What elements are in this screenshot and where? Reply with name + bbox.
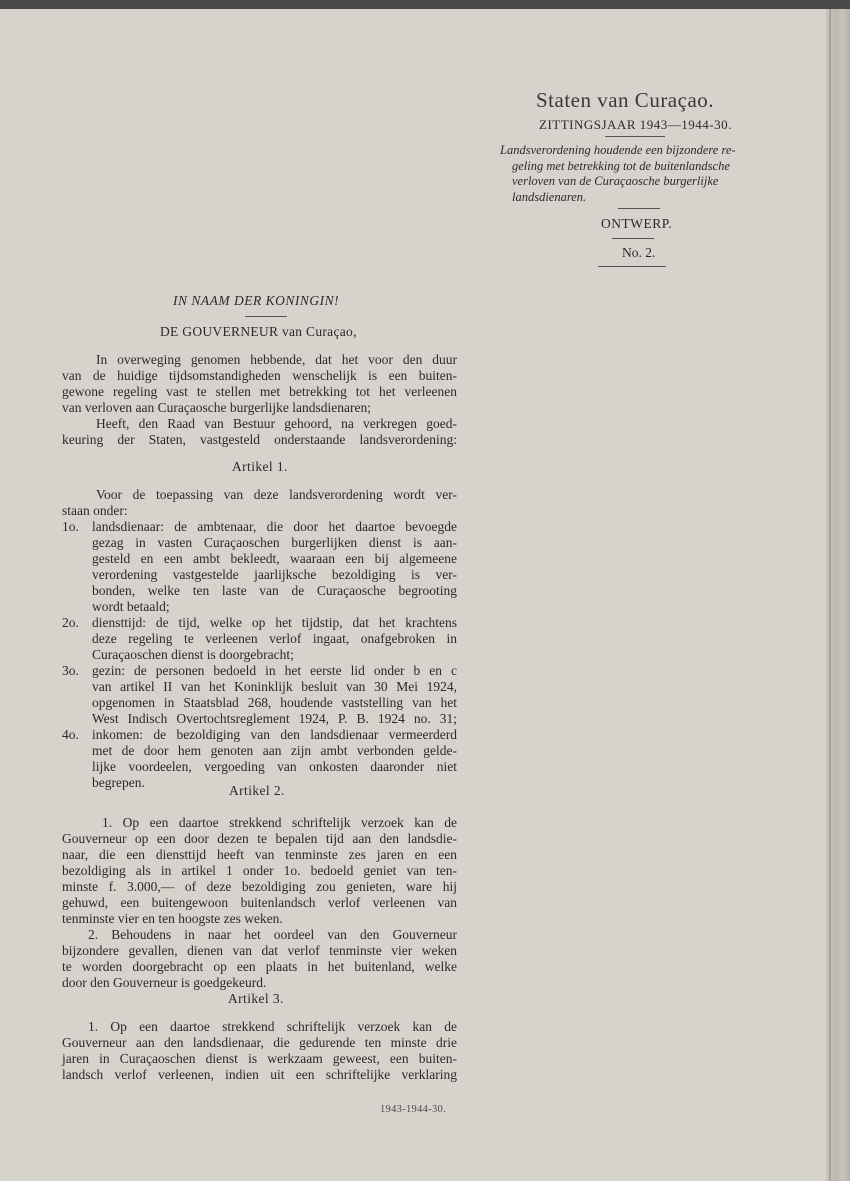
item-number: 3o. [62, 663, 79, 678]
article-heading: Artikel 3. [228, 991, 284, 1006]
article-text-line: gehuwd, een buitengewoon buitenlandsch verlof verleenen van [62, 895, 457, 910]
definition-line: deze regeling te verleenen verlof ingaat, onafgebroken in [92, 631, 457, 646]
description-line: landsdienaren. [512, 189, 587, 204]
article-intro-line: staan onder: [62, 503, 128, 518]
definition-line: begrepen. [92, 775, 145, 790]
article-text-line: Gouverneur aan den landsdienaar, die gedurende ten minste drie [62, 1035, 457, 1050]
item-number: 1o. [62, 519, 79, 534]
article-text-line: minste f. 3.000,— of deze bezoldiging zou genieten, ware hij [62, 879, 457, 894]
description-line: geling met betrekking tot de buitenlandsche [512, 158, 730, 173]
description-line: Landsverordening houdende een bijzondere re- [500, 143, 736, 157]
definition-line: van artikel II van het Koninklijk besluit van 30 Mei 1924, [92, 679, 457, 694]
article-text-line: tenminste vier en ten hoogste zes weken. [62, 911, 283, 926]
definition-line: inkomen: de bezoldiging van den landsdienaar vermeerderd [92, 727, 457, 742]
preamble-line: van verloven aan Curaçaosche burgerlijke landsdienaren; [62, 400, 371, 415]
definition-line: opgenomen in Staatsblad 268, houdende vaststelling van het [92, 695, 457, 710]
document-title: Staten van Curaçao. [536, 88, 715, 112]
definition-line: diensttijd: de tijd, welke op het tijdstip, dat het krachtens [92, 615, 457, 630]
session-year: ZITTINGSJAAR 1943—1944-30. [539, 117, 732, 132]
preamble-line: In overweging genomen hebbende, dat het voor den duur [96, 352, 457, 367]
article-heading: Artikel 2. [229, 783, 285, 798]
preamble-line: Heeft, den Raad van Bestuur gehoord, na verkregen goed- [96, 416, 457, 431]
item-number: 2o. [62, 615, 79, 630]
definition-line: gezin: de personen bedoeld in het eerste lid onder b en c [92, 663, 457, 678]
article-text-line: Gouverneur op een door dezen te bepalen tijd aan den landsdie- [62, 831, 457, 846]
article-text-line: naar, die een diensttijd heeft van tenminste zes jaren en een [62, 847, 457, 862]
definition-line: gezag in vasten Curaçaoschen burgerlijken dienst is aan- [92, 535, 457, 550]
preamble-rule [245, 316, 287, 317]
draft-label: ONTWERP. [601, 216, 673, 231]
preamble-line: van de huidige tijdsomstandigheden wenschelijk is een buiten- [62, 368, 457, 383]
header-rule [605, 136, 665, 137]
item-number: 4o. [62, 727, 79, 742]
article-text-line: 2. Behoudens in naar het oordeel van den Gouverneur [88, 927, 457, 942]
governor-line: DE GOUVERNEUR van Curaçao, [160, 324, 357, 339]
page-footer-code: 1943-1944-30. [380, 1104, 447, 1115]
definition-line: lijke voordeelen, vergoeding van onkosten daaronder niet [92, 759, 457, 774]
article-heading: Artikel 1. [232, 459, 288, 474]
definition-line: met de door hem genoten aan zijn ambt verbonden gelde- [92, 743, 457, 758]
scan-top-border [0, 0, 850, 9]
article-text-line: te worden doorgebracht op een plaats in het buitenland, welke [62, 959, 457, 974]
ordinance-description [500, 143, 782, 205]
definition-line: Curaçaoschen dienst is doorgebracht; [92, 647, 294, 662]
article-text-line: door den Gouverneur is goedgekeurd. [62, 975, 267, 990]
description-line: verloven van de Curaçaosche burgerlijke [512, 174, 719, 189]
article-text-line: 1. Op een daartoe strekkend schriftelijk verzoek kan de [88, 1019, 457, 1034]
definition-line: West Indisch Overtochtsreglement 1924, P. B. 1924 no. 31; [92, 711, 457, 726]
definition-line: verordening vastgestelde jaarlijksche bezoldiging is ver- [92, 567, 457, 582]
article-text-line: landsch verlof verleenen, indien uit een schriftelijke verklaring [62, 1067, 457, 1082]
article-text-line: jaren in Curaçaoschen dienst is werkzaam geweest, een buiten- [62, 1051, 457, 1066]
preamble-title: IN NAAM DER KONINGIN! [173, 293, 340, 308]
header-rule [598, 266, 666, 267]
definition-line: wordt betaald; [92, 599, 170, 614]
header-rule [612, 238, 654, 239]
header-rule [618, 208, 660, 209]
page-edge-line [829, 9, 831, 1181]
definition-line: gesteld en een ambt bekleedt, waaraan een bij algemeene [92, 551, 457, 566]
article-text-line: bijzondere gevallen, dienen van dat verlof tenminste vier weken [62, 943, 457, 958]
article-intro-line: Voor de toepassing van deze landsverordening wordt ver- [96, 487, 457, 502]
preamble-line: gewone regeling vast te stellen met betrekking tot het verleenen [62, 384, 457, 399]
draft-number: No. 2. [622, 245, 656, 260]
definition-line: bonden, welke ten laste van de Curaçaosche begrooting [92, 583, 457, 598]
preamble-line: keuring der Staten, vastgesteld onderstaande landsverordening: [62, 432, 457, 447]
definition-line: landsdienaar: de ambtenaar, die door het daartoe bevoegde [92, 519, 457, 534]
article-text-line: bezoldiging als in artikel 1 onder 1o. bedoeld geniet van ten- [62, 863, 457, 878]
article-text-line: 1. Op een daartoe strekkend schriftelijk verzoek kan de [102, 815, 457, 830]
